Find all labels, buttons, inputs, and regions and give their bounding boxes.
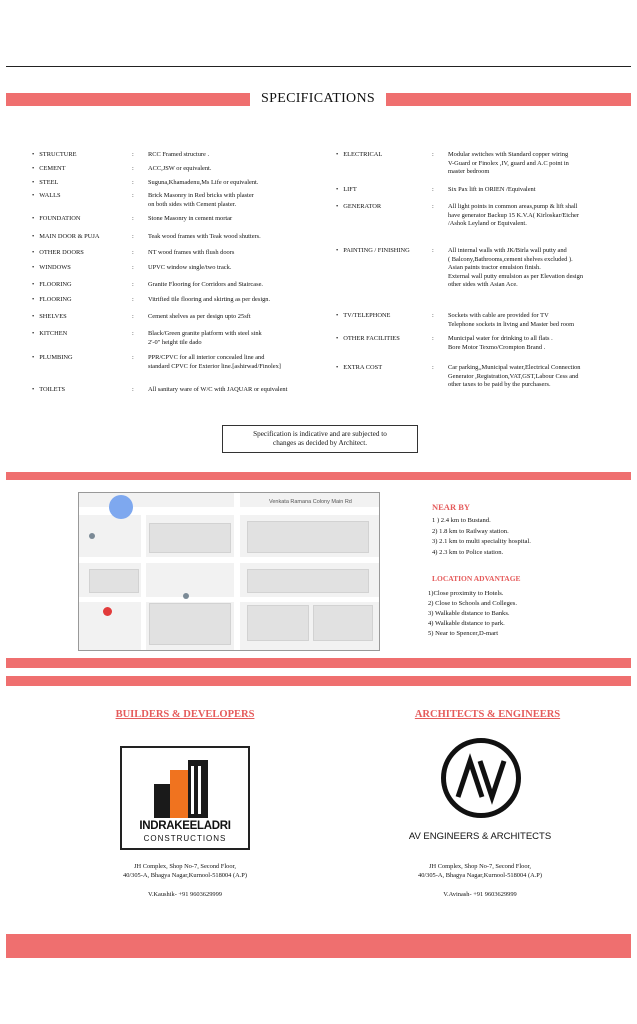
spec-value: [148, 313, 348, 322]
spec-value: [148, 215, 348, 224]
logo-letter-a: [458, 761, 482, 797]
map-road: [79, 557, 379, 563]
spec-value-line: All light points in common areas,pump & lift shall: [448, 203, 578, 210]
builders-address: [60, 862, 310, 880]
av-logo-icon: [446, 743, 516, 813]
spec-value-line: Vitrified tile flooring and skirting as per design.: [148, 296, 271, 303]
spec-value: [148, 281, 348, 290]
spec-label: • MAIN DOOR & PUJA: [32, 233, 99, 242]
spec-value-line: standard CPVC for Exterior line.[ashirwad/Finolex]: [148, 362, 281, 370]
spec-value: [448, 247, 633, 290]
spec-value-line: NT wood frames with flush doors: [148, 249, 235, 256]
builders-logo-text: INDRAKEELADRI: [139, 820, 231, 832]
spec-value-line: ACC,JSW or equivalent.: [148, 165, 212, 172]
architects-address: [365, 862, 595, 880]
map-road: [79, 597, 379, 602]
page-title: SPECIFICATIONS: [250, 86, 386, 112]
spec-value: [448, 186, 633, 195]
spec-value: [148, 264, 348, 273]
map-marker-icon: [89, 533, 95, 539]
address-line: JH Complex, Shop No-7, Second Floor,: [429, 863, 531, 870]
spec-value: [448, 335, 633, 352]
spec-value: [448, 312, 633, 329]
spec-value-line: master bedroom: [448, 168, 490, 176]
spec-label: • STEEL: [32, 179, 58, 188]
map-pin-icon: [103, 607, 112, 616]
builders-heading: BUILDERS & DEVELOPERS: [115, 709, 255, 720]
builders-logo: [120, 746, 250, 850]
map-road: [234, 493, 240, 650]
map-block: [313, 605, 373, 641]
location-map[interactable]: [78, 492, 380, 651]
spec-separator: :: [132, 386, 134, 393]
spec-value: [148, 151, 348, 160]
near-by-item: 4) 2.3 km to Police station.: [432, 548, 504, 556]
tower-stripe: [198, 766, 201, 814]
note-line: changes as decided by Architect.: [273, 439, 367, 447]
lower-band: [6, 676, 631, 686]
map-location-circle: [109, 495, 133, 519]
builders-contact: V.Kaushik- +91 9603629999: [148, 891, 222, 898]
tower-orange: [170, 770, 188, 818]
near-by-list: [432, 516, 531, 558]
spec-value-line: Generator ,Registration,VAT,GST,Labour Cess and: [448, 372, 579, 380]
spec-value: [148, 249, 348, 258]
spec-separator: :: [432, 335, 434, 342]
spec-separator: :: [132, 192, 134, 199]
spec-value-line: External wall putty emulsion as per Elevation design: [448, 272, 584, 280]
spec-value-line: Modular switches with Standard copper wiring: [448, 151, 569, 158]
spec-label: • OTHER FACILITIES: [336, 335, 400, 344]
spec-separator: :: [132, 264, 134, 271]
spec-label: • WINDOWS: [32, 264, 71, 273]
spec-separator: :: [432, 312, 434, 319]
map-block: [247, 569, 369, 593]
spec-label: • LIFT: [336, 186, 357, 195]
spec-value: [148, 179, 348, 188]
spec-value-line: ( Balcony,Bathrooms,cement shelves excluded ).: [448, 255, 573, 263]
spec-value-line: Asian paints tractor emulsion finish.: [448, 264, 541, 272]
address-line: 40/305-A, Bhagya Nagar,Kurnool-518004 (A.P): [418, 872, 542, 879]
spec-separator: :: [132, 151, 134, 158]
advantage-item: 5) Near to Spencer,D-mart: [428, 630, 499, 637]
tower-left: [154, 784, 170, 818]
location-advantage-heading: LOCATION ADVANTAGE: [432, 574, 521, 583]
spec-label: • FOUNDATION: [32, 215, 80, 224]
spec-value: [148, 165, 348, 174]
map-block: [149, 603, 231, 645]
spec-label: • KITCHEN: [32, 330, 67, 339]
spec-label: • SHELVES: [32, 313, 67, 322]
address-line: JH Complex, Shop No-7, Second Floor,: [134, 863, 236, 870]
spec-value-line: other sides with Asian Ace.: [448, 281, 518, 289]
spec-label: • PLUMBING: [32, 354, 73, 363]
map-block: [247, 521, 369, 553]
spec-label: • FLOORING: [32, 296, 72, 305]
spec-value-line: All internal walls with JK/Birla wall putty and: [448, 247, 567, 254]
spec-value-line: PPR/CPVC for all interior concealed line and: [148, 354, 265, 361]
spec-value-line: 2'-0" height tile dado: [148, 338, 202, 346]
spec-value-line: All sanitary ware of W/C with JAQUAR or equivalent: [148, 386, 288, 393]
map-block: [149, 523, 231, 553]
spec-separator: :: [132, 249, 134, 256]
spec-value-line: Teak wood frames with Teak wood shutters.: [148, 233, 261, 240]
architects-name: AV ENGINEERS & ARCHITECTS: [408, 831, 552, 842]
spec-label: • TOILETS: [32, 386, 65, 395]
map-block: [247, 605, 309, 641]
spec-value-line: Bore Motor Texmo/Crompton Brand .: [448, 343, 546, 351]
building-icon: [150, 760, 220, 818]
spec-separator: :: [132, 281, 134, 288]
advantage-item: 3) Walkable distance to Banks.: [428, 610, 510, 617]
map-road: [141, 515, 146, 650]
spec-separator: :: [432, 364, 434, 371]
spec-label: • ELECTRICAL: [336, 151, 382, 160]
advantage-item: 1)Close proximity to Hotels.: [428, 590, 504, 597]
spec-value-line: Black/Green granite platform with steel sink: [148, 330, 262, 337]
builders-logo-sub: CONSTRUCTIONS: [143, 834, 227, 843]
spec-value-line: other taxes to be paid by the purchasers.: [448, 381, 551, 389]
spec-label: • FLOORING: [32, 281, 72, 290]
spec-separator: :: [132, 233, 134, 240]
spec-separator: :: [132, 165, 134, 172]
spec-separator: :: [132, 313, 134, 320]
spec-value-line: RCC Framed structure .: [148, 151, 210, 158]
spec-value-line: Stone Masonry in cement mortar: [148, 215, 233, 222]
logo-letter-v: [480, 761, 504, 797]
spec-label: • STRUCTURE: [32, 151, 77, 160]
spec-value-line: Six Pax lift in ORIEN /Equivalent: [448, 186, 536, 193]
address-line: 40/305-A, Bhagya Nagar,Kurnool-518004 (A.P): [123, 872, 247, 879]
spec-separator: :: [132, 330, 134, 337]
map-marker-icon: [183, 593, 189, 599]
spec-separator: :: [132, 296, 134, 303]
spec-value: [148, 330, 348, 347]
note-line: Specification is indicative and are subjected to: [253, 430, 387, 438]
spec-label: • EXTRA COST: [336, 364, 382, 373]
advantage-item: 2) Close to Schools and Colleges.: [428, 600, 518, 607]
spec-value: [148, 233, 348, 242]
bottom-band: [6, 934, 631, 958]
spec-separator: :: [132, 215, 134, 222]
spec-label: • OTHER DOORS: [32, 249, 84, 258]
spec-value-line: UPVC window single/two track.: [148, 264, 232, 271]
spec-value: [148, 192, 348, 209]
location-advantage-list: [428, 589, 517, 639]
architects-logo: [441, 738, 521, 818]
near-by-item: 2) 1.8 km to Railway station.: [432, 527, 509, 535]
spec-value-line: V-Guard or Finolex ,IV, guard and A.C point in: [448, 159, 569, 167]
architects-contact: V.Avinash- +91 9603629999: [443, 891, 517, 898]
spec-value: [148, 354, 348, 371]
map-road-label: Venkata Ramana Colony Main Rd: [269, 499, 352, 505]
disclaimer-note: [222, 425, 418, 453]
spec-value-line: Cement shelves as per design upto 25sft: [148, 313, 251, 320]
spec-separator: :: [132, 179, 134, 186]
spec-value-line: Municipal water for drinking to all flats .: [448, 335, 553, 342]
spec-separator: :: [432, 203, 434, 210]
map-block: [89, 569, 139, 593]
spec-value-line: Suguna,Khamadenu,Ms Life or equivalent.: [148, 179, 259, 186]
spec-separator: :: [432, 186, 434, 193]
spec-value: [148, 296, 348, 305]
spec-value-line: Brick Masonry in Red bricks with plaster: [148, 192, 254, 199]
lower-band: [6, 658, 631, 668]
spec-value-line: Sockets with cable are provided for TV: [448, 312, 549, 319]
spec-label: • WALLS: [32, 192, 61, 201]
near-by-item: 3) 2.1 km to multi speciality hospital.: [432, 538, 531, 545]
spec-label: • PAINTING / FINISHING: [336, 247, 410, 256]
architects-heading: ARCHITECTS & ENGINEERS: [414, 709, 561, 720]
spec-value: [448, 203, 633, 229]
spec-value-line: /Ashok Leyland or Equivalent.: [448, 220, 527, 228]
tower-stripe: [191, 766, 194, 814]
spec-separator: :: [432, 151, 434, 158]
near-by-heading: NEAR BY: [432, 502, 471, 512]
spec-value: [448, 364, 633, 390]
spec-separator: :: [432, 247, 434, 254]
spec-label: • CEMENT: [32, 165, 66, 174]
spec-value-line: Granite Flooring for Corridors and Staircase.: [148, 281, 264, 288]
spec-label: • TV/TELEPHONE: [336, 312, 390, 321]
spec-label: • GENERATOR: [336, 203, 381, 212]
near-by-item: 1 ) 2.4 km to Bustand.: [432, 517, 491, 524]
spec-value: [448, 151, 633, 177]
spec-value-line: Car parking,,Municipal water,Electrical Connection: [448, 364, 581, 371]
advantage-item: 4) Walkable distance to park.: [428, 620, 505, 627]
spec-separator: :: [132, 354, 134, 361]
spec-value: [148, 386, 348, 395]
spec-value-line: Telephone sockets in living and Master bed room: [448, 320, 575, 328]
spec-value-line: on both sides with Cement plaster.: [148, 200, 237, 208]
spec-value-line: have generator Backup 15 K.V.A( Kirloskar/Eicher: [448, 211, 580, 219]
mid-band: [6, 472, 631, 480]
